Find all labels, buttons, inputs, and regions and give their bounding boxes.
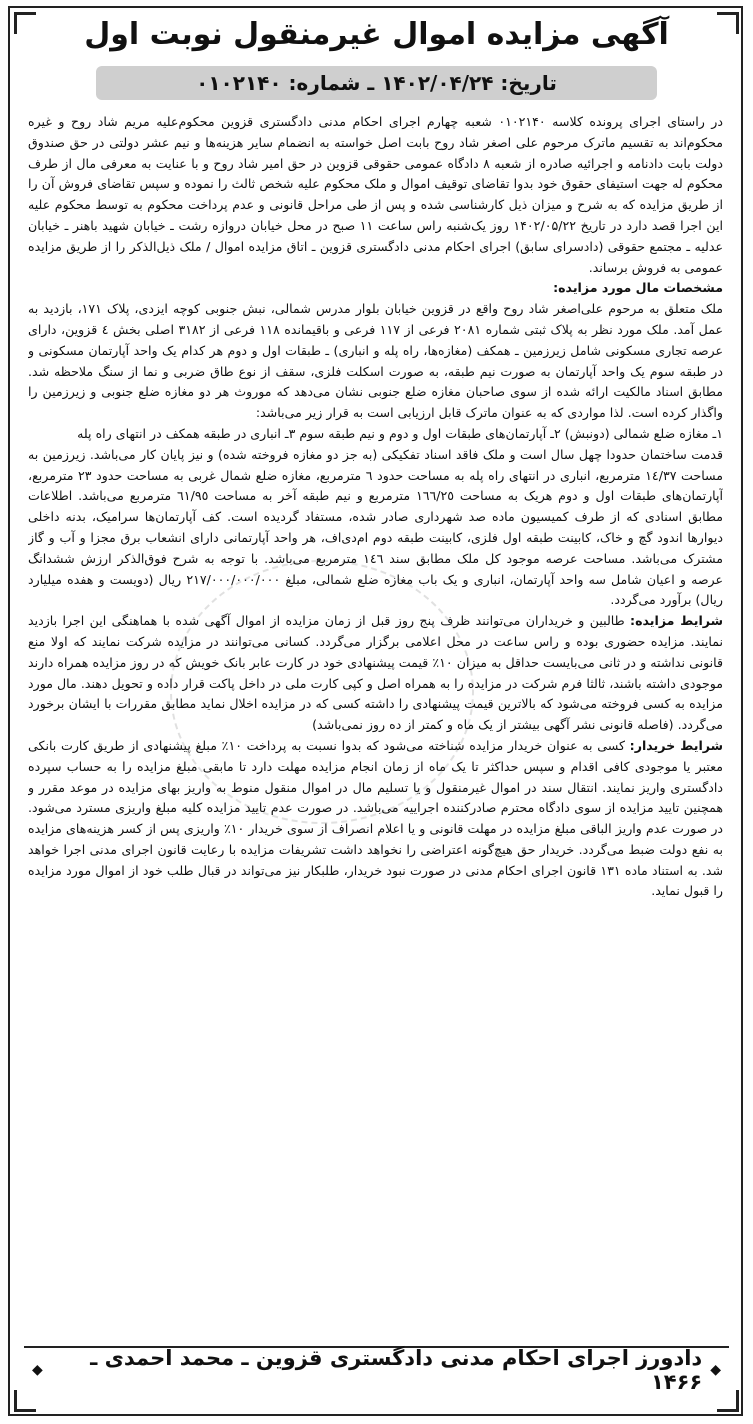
conditions-heading: شرایط مزایده: bbox=[630, 613, 723, 629]
items-paragraph: ۱ـ مغازه ضلع شمالی (دونبش) ۲ـ آپارتمان‌های طبقات اول و دوم و نیم طبقه سوم ۳ـ انباری در طبقه همکف در انتهای راه پله bbox=[77, 425, 723, 441]
diamond-ornament-icon: ◆ bbox=[32, 1362, 43, 1378]
notice-body bbox=[28, 112, 723, 1336]
buyer-paragraph bbox=[28, 736, 723, 902]
corner-ornament bbox=[14, 1390, 36, 1412]
notice-title: آگهی مزایده اموال غیرمنقول نوبت اول bbox=[84, 17, 669, 52]
buyer-heading: شرایط خریدار: bbox=[629, 737, 723, 753]
diamond-ornament-icon: ◆ bbox=[710, 1362, 721, 1378]
notice-footer bbox=[24, 1346, 729, 1392]
intro-paragraph: در راستای اجرای پرونده کلاسه ۰۱۰۲۱۴۰ شعبه چهارم اجرای احکام مدنی دادگستری قزوین محکوم‌علیه مریم شاد روح و غیره محکوم‌اند به تقسیم ماترک مرحوم علی اصغر شاد روح بابت اصل خواسته به انضمام سایر هزینه‌ها و نیم عشر دولتی در حق صندوق دولت بابت دادنامه و اجرائیه صادره از شعبه ۸ دادگاه عمومی حقوقی قزوین در حق امیر شاد روح و با عنایت به معرفی مال از طرف محکوم له جهت استیفای حقوق خود بدوا تقاضای توقیف اموال و ملک محکوم علیه شخص ثالث را نموده و سپس تقاضای فروش آن را از طریق مزایده که به شرح و میزان ذیل کارشناسی شده و پس از طی مراحل قانونی و عدم پرداخت محکوم به توسط محکوم علیه این اجرا قصد دارد در تاریخ ۱۴۰۲/۰۵/۲۲ روز یک‌شنبه راس ساعت ۱۱ صبح در محل خیابان دروازه رشت ـ خیابان شهید باهنر ـ خیابان عدلیه ـ مجتمع حقوقی (دادسرای سابق) اجرای احکام مدنی دادگستری قزوین ـ اتاق مزایده اموال / ملک ذیل‌الذکر را از طریق مزایده عمومی به فروش برساند. bbox=[28, 114, 723, 275]
conditions-text: طالبین و خریداران می‌توانند ظرف پنج روز قبل از زمان مزایده از اموال آگهی شده با هماهنگی این اجرا بازدید نمایند. مزایده حضوری بوده و راس ساعت در محل اعلامی برگزار می‌گردد. کسانی می‌توانند در مزایده شرکت نمایند که اولا منع قانونی نداشته و در ثانی می‌بایست حداقل به میزان ١٠٪ قیمت پیشنهادی خود در کارت عابر بانک خویش که در روز مزایده همراه دارند موجودی داشته باشند، ثالثا فرم شرکت در مزایده را به همراه اصل و کپی کارت ملی در داخل پاکت قرار داده و تحویل دهند. مال مورد مزایده به کسی فروخته می‌شود که بالاترین قیمت پیشنهادی را داشته کسی که در مزایده اخلال نماید مطابق مقررات با ایشان برخورد می‌گردد. (فاصله قانونی نشر آگهی بیشتر از یک ماه و کمتر از ده روز نمی‌باشد) bbox=[28, 613, 723, 733]
spec-heading: مشخصات مال مورد مزایده: bbox=[553, 280, 723, 296]
conditions-paragraph bbox=[28, 611, 723, 736]
footer-signature: دادورز اجرای احکام مدنی دادگستری قزوین ـ محمد احمدی ـ ۱۴۶۶ bbox=[90, 1346, 703, 1394]
notice-date-number: تاریخ: ۱۴۰۲/۰۴/۲۴ ـ شماره: ۰۱۰۲۱۴۰ bbox=[96, 66, 657, 100]
details-paragraph: قدمت ساختمان حدودا چهل سال است و ملک فاقد اسناد تفکیکی (به جز دو مغازه فروخته شده) و نیز پایان کار می‌باشد. زیرزمین به مساحت ١٤/٣٧ مترمربع، انباری در انتهای راه پله به مساحت حدود ٦ مترمربع، مغازه ضلع شمال غربی به مساحت حدود ٢٣ مترمربع، آپارتمان‌های طبقات اول و دوم هریک به مساحت ١٦٦/٢٥ مترمربع و نیم طبقه آخر به مساحت ٦١/٩٥ مترمربع می‌باشد. اطلاعات مطابق اسنادی که از طرف کمیسیون ماده صد شهرداری صادر شده، مستفاد گردیده است. کف آپارتمان‌ها سرامیک، بدنه داخلی دیوارها اندود گچ و خاک، کابینت طبقه اول فلزی، کابینت طبقه دوم ام‌دی‌اف، هر واحد آپارتمانی دارای انشعاب برق مجزا و آب و گاز مشترک می‌باشد. مساحت عرصه موجود کل ملک مطابق سند ١٤٦ مترمربع می‌باشد. با توجه به شرح فوق‌الذکر ارزش ششدانگ عرصه و اعیان شامل سه واحد آپارتمان، انباری و یک باب مغازه ضلع شمالی، مبلغ ٢١٧/٠٠٠/٠٠٠/٠٠٠ ریال (دویست و هفده میلیارد ریال) برآورد می‌گردد. bbox=[28, 446, 723, 608]
spec-paragraph: ملک متعلق به مرحوم علی‌اصغر شاد روح واقع در قزوین خیابان بلوار مدرس شمالی، نبش جنوبی کوچه ایزدی، پلاک ۱۷۱، بازدید به عمل آمد. ملک مورد نظر به پلاک ثبتی شماره ۲۰۸۱ فرعی از ۱۱۷ فرعی و باقیمانده ۱۱۸ فرعی از ۳۱۸۲ اصلی بخش ٤ قزوین، دارای عرصه تجاری مسکونی شامل زیرزمین ـ همکف (مغازه‌ها، راه پله و انباری) ـ طبقات اول و دوم هر کدام یک واحد آپارتمان مسکونی و در طبقه سوم یک واحد آپارتمان به صورت نیم طبقه، به صورت اسکلت فلزی، سقف از نوع طاق ضربی و نما از سنگ ملاحظه شد. مطابق اسناد مالکیت ارائه شده از سوی صاحبان مغازه ضلع جنوبی نشان می‌دهد که موروث هر دو مغازه ضلع جنوبی و زیرزمین را واگذار کرده است. لذا مواردی که به عنوان ماترک قابل ارزیابی است به قرار زیر می‌باشد: bbox=[28, 301, 723, 421]
corner-ornament bbox=[717, 1390, 739, 1412]
corner-ornament bbox=[14, 12, 36, 34]
corner-ornament bbox=[717, 12, 739, 34]
buyer-text: کسی به عنوان خریدار مزایده شناخته می‌شود که بدوا نسبت به پرداخت ١٠٪ مبلغ پیشنهادی از طریق کارت بانکی معتبر یا موجودی کافی اقدام و سپس حداکثر تا یک ماه از زمان انجام مزایده مهلت دارد تا مابقی مبلغ مزایده را به حساب سپرده دادگستری واریز نمایند. انتقال سند در اموال غیرمنقول و یا تسلیم مال در اموال منقول منوط به واریز بهای مزایده در موعد مقرر و همچنین تایید مزایده از سوی دادگاه محترم صادرکننده اجراییه می‌باشد. در صورت عدم تایید مزایده کلیه مبلغ واریزی مسترد می‌شود. در صورت عدم واریز الباقی مبلغ مزایده در مهلت قانونی و یا اعلام انصراف از سوی خریدار ١٠٪ واریزی پس از کسر هزینه‌های مزایده به نفع دولت ضبط می‌گردد. خریدار حق هیچ‌گونه اعتراضی را نخواهد داشت تشریفات مزایده با رعایت قانون اجرای مدنی اجرا خواهد شد. به استناد ماده ١٣١ قانون اجرای احکام مدنی در صورت نبود خریدار، طلبکار نیز می‌تواند در قبال طلب خود از اموال مورد مزایده را قبول نماید. bbox=[28, 737, 723, 899]
